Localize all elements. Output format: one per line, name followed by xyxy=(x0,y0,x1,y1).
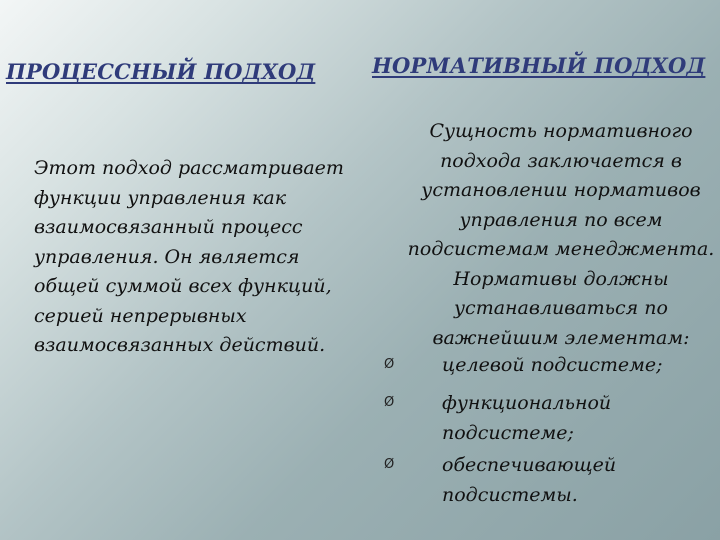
normative-approach-heading: НОРМАТИВНЫЙ ПОДХОД xyxy=(372,53,706,78)
processual-approach-heading: ПРОЦЕССНЫЙ ПОДХОД xyxy=(6,59,316,84)
bullet-text: целевой подсистеме; xyxy=(442,354,663,376)
arrow-bullet-icon: Ø xyxy=(384,357,395,372)
bullet-text: функциональной подсистеме; xyxy=(442,392,612,444)
normative-approach-description: Сущность нормативного подхода заключается в установлении нормативов управления по всем подсистемам менеджмента. Нормативы должны устанавливаться по важнейшим элементам: xyxy=(407,120,715,349)
bullet-text: обеспечивающей подсистемы. xyxy=(442,454,617,506)
arrow-bullet-icon: Ø xyxy=(384,395,395,410)
processual-approach-description: Этот подход рассматривает функции управления как взаимосвязанный процесс управления. Он является общей суммой всех функций, серией непрерывных взаимосвязанных действий. xyxy=(34,157,344,356)
arrow-bullet-icon: Ø xyxy=(384,457,395,472)
